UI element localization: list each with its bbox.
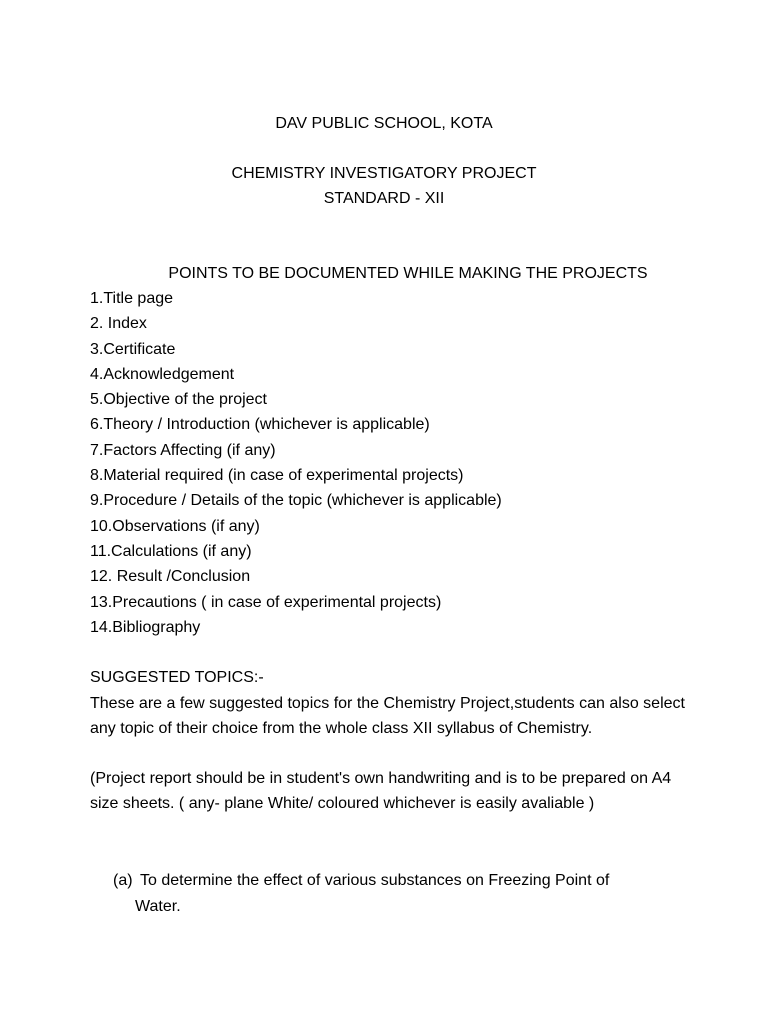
topic-text: To determine the effect of various substances on Freezing Point of [140, 872, 610, 889]
list-item: 4.Acknowledgement [90, 365, 235, 383]
list-item: 5.Objective of the project [90, 391, 267, 409]
handwriting-note: (Project report should be in student's own handwriting and is to be prepared on A4 size sheets. ( any- plane White/ coloured whichever is easily avaliable ) [90, 770, 672, 812]
list-item: 13.Precautions ( in case of experimental projects) [90, 593, 442, 611]
list-item: 14.Bibliography [90, 618, 201, 636]
standard-label: STANDARD - XII [323, 190, 445, 207]
suggested-topics-heading: SUGGESTED TOPICS:- [90, 669, 264, 686]
topic-text-continued: Water. [135, 898, 181, 915]
school-name: DAV PUBLIC SCHOOL, KOTA [275, 115, 493, 132]
points-list [90, 289, 502, 643]
list-item: 8.Material required (in case of experimental projects) [90, 467, 464, 485]
list-item: 12. Result /Conclusion [90, 568, 251, 586]
list-item: 9.Procedure / Details of the topic (whichever is applicable) [90, 492, 502, 510]
list-item: 7.Factors Affecting (if any) [90, 441, 276, 459]
project-title: CHEMISTRY INVESTIGATORY PROJECT [231, 165, 537, 182]
points-heading: POINTS TO BE DOCUMENTED WHILE MAKING THE PROJECTS [168, 265, 648, 282]
list-item: 2. Index [90, 315, 147, 333]
suggested-intro: These are a few suggested topics for the Chemistry Project,students can also select any topic of their choice from the whole class XII syllabus of Chemistry. [90, 695, 685, 737]
list-item: 11.Calculations (if any) [90, 542, 252, 560]
list-item: 3.Certificate [90, 340, 176, 358]
topic-marker: (a) [113, 872, 133, 889]
topic-item [113, 868, 693, 920]
list-item: 6.Theory / Introduction (whichever is applicable) [90, 416, 430, 434]
list-item: 10.Observations (if any) [90, 517, 260, 535]
list-item: 1.Title page [90, 290, 174, 307]
